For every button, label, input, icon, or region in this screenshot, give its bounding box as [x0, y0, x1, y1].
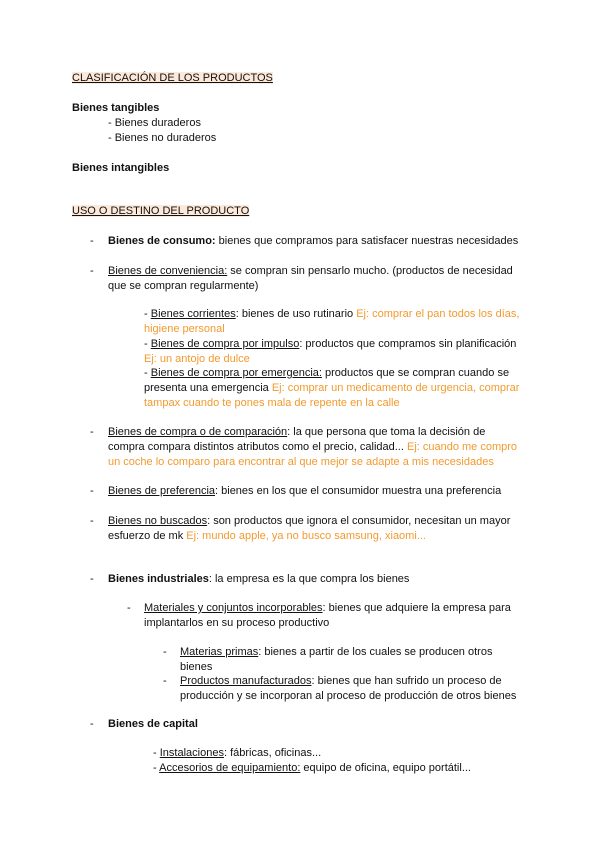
subitem-materiales: Materiales y conjuntos incorporables: bienes que adquiere la empresa para — [144, 602, 511, 614]
list-item-duraderos: - Bienes duraderos — [108, 117, 201, 129]
heading-bienes-tangibles: Bienes tangibles — [72, 102, 160, 114]
subsubitem-materias-primas-cont: bienes — [180, 661, 213, 673]
subitem-compra-impulso-example: Ej: un antojo de dulce — [144, 353, 250, 365]
item-bienes-capital: Bienes de capital — [108, 718, 198, 730]
subitem-compra-emergencia: - Bienes de compra por emergencia: productos que se compran cuando se — [144, 367, 510, 379]
subsubitem-manufacturados: Productos manufacturados: bienes que han sufrido un proceso de — [180, 675, 502, 687]
bullet-dash: - — [90, 485, 94, 497]
subsubitem-manufacturados-cont: producción y se incorporan al proceso de producción de otros bienes — [180, 690, 517, 702]
subitem-bienes-corrientes-example: higiene personal — [144, 323, 225, 335]
subsubitem-materias-primas: Materias primas: bienes a partir de los cuales se producen otros — [180, 646, 493, 658]
item-bienes-conveniencia-cont: que se compran regularmente) — [108, 280, 259, 292]
bullet-dash: - — [90, 515, 94, 527]
subitem-accesorios: - Accesorios de equipamiento: equipo de oficina, equipo portátil... — [153, 762, 471, 774]
subitem-compra-impulso: - Bienes de compra por impulso: productos que compramos sin planificación — [144, 338, 517, 350]
bullet-dash: - — [90, 573, 94, 585]
bullet-dash: - — [163, 646, 167, 658]
bullet-dash: - — [163, 675, 167, 687]
item-bienes-consumo: Bienes de consumo: bienes que compramos para satisfacer nuestras necesidades — [108, 235, 519, 247]
item-bienes-comparacion: Bienes de compra o de comparación: la que persona que toma la decisión de — [108, 426, 486, 438]
subitem-compra-emergencia-cont: presenta una emergencia Ej: comprar un medicamento de urgencia, comprar — [144, 382, 520, 394]
bullet-dash: - — [90, 718, 94, 730]
bullet-dash: - — [127, 602, 131, 614]
subitem-instalaciones: - Instalaciones: fábricas, oficinas... — [153, 747, 322, 759]
heading-bienes-intangibles: Bienes intangibles — [72, 162, 170, 174]
subitem-bienes-corrientes: - Bienes corrientes: bienes de uso rutinario Ej: comprar el pan todos los días, — [144, 308, 520, 320]
subitem-materiales-cont: implantarlos en su proceso productivo — [144, 617, 330, 629]
item-bienes-industriales: Bienes industriales: la empresa es la que compra los bienes — [108, 573, 410, 585]
list-item-no-duraderos: - Bienes no duraderos — [108, 132, 217, 144]
item-bienes-comparacion-cont: compra compara distintos atributos como el precio, calidad... Ej: cuando me compro — [108, 441, 518, 453]
item-bienes-preferencia: Bienes de preferencia: bienes en los que el consumidor muestra una preferencia — [108, 485, 502, 497]
item-bienes-comparacion-example: un coche lo comparo para encontrar al que mejor se adapte a mis necesidades — [108, 456, 494, 468]
bullet-dash: - — [90, 426, 94, 438]
section-title-uso: USO O DESTINO DEL PRODUCTO — [72, 205, 250, 217]
subitem-compra-emergencia-example: tampax cuando te pones mala de repente en la calle — [144, 397, 400, 409]
item-bienes-no-buscados-cont: esfuerzo de mk Ej: mundo apple, ya no busco samsung, xiaomi... — [108, 530, 426, 542]
section-title-clasificacion: CLASIFICACIÓN DE LOS PRODUCTOS — [72, 72, 273, 84]
bullet-dash: - — [90, 235, 94, 247]
item-bienes-no-buscados: Bienes no buscados: son productos que ignora el consumidor, necesitan un mayor — [108, 515, 511, 527]
item-bienes-conveniencia: Bienes de conveniencia: se compran sin pensarlo mucho. (productos de necesidad — [108, 265, 513, 277]
bullet-dash: - — [90, 265, 94, 277]
